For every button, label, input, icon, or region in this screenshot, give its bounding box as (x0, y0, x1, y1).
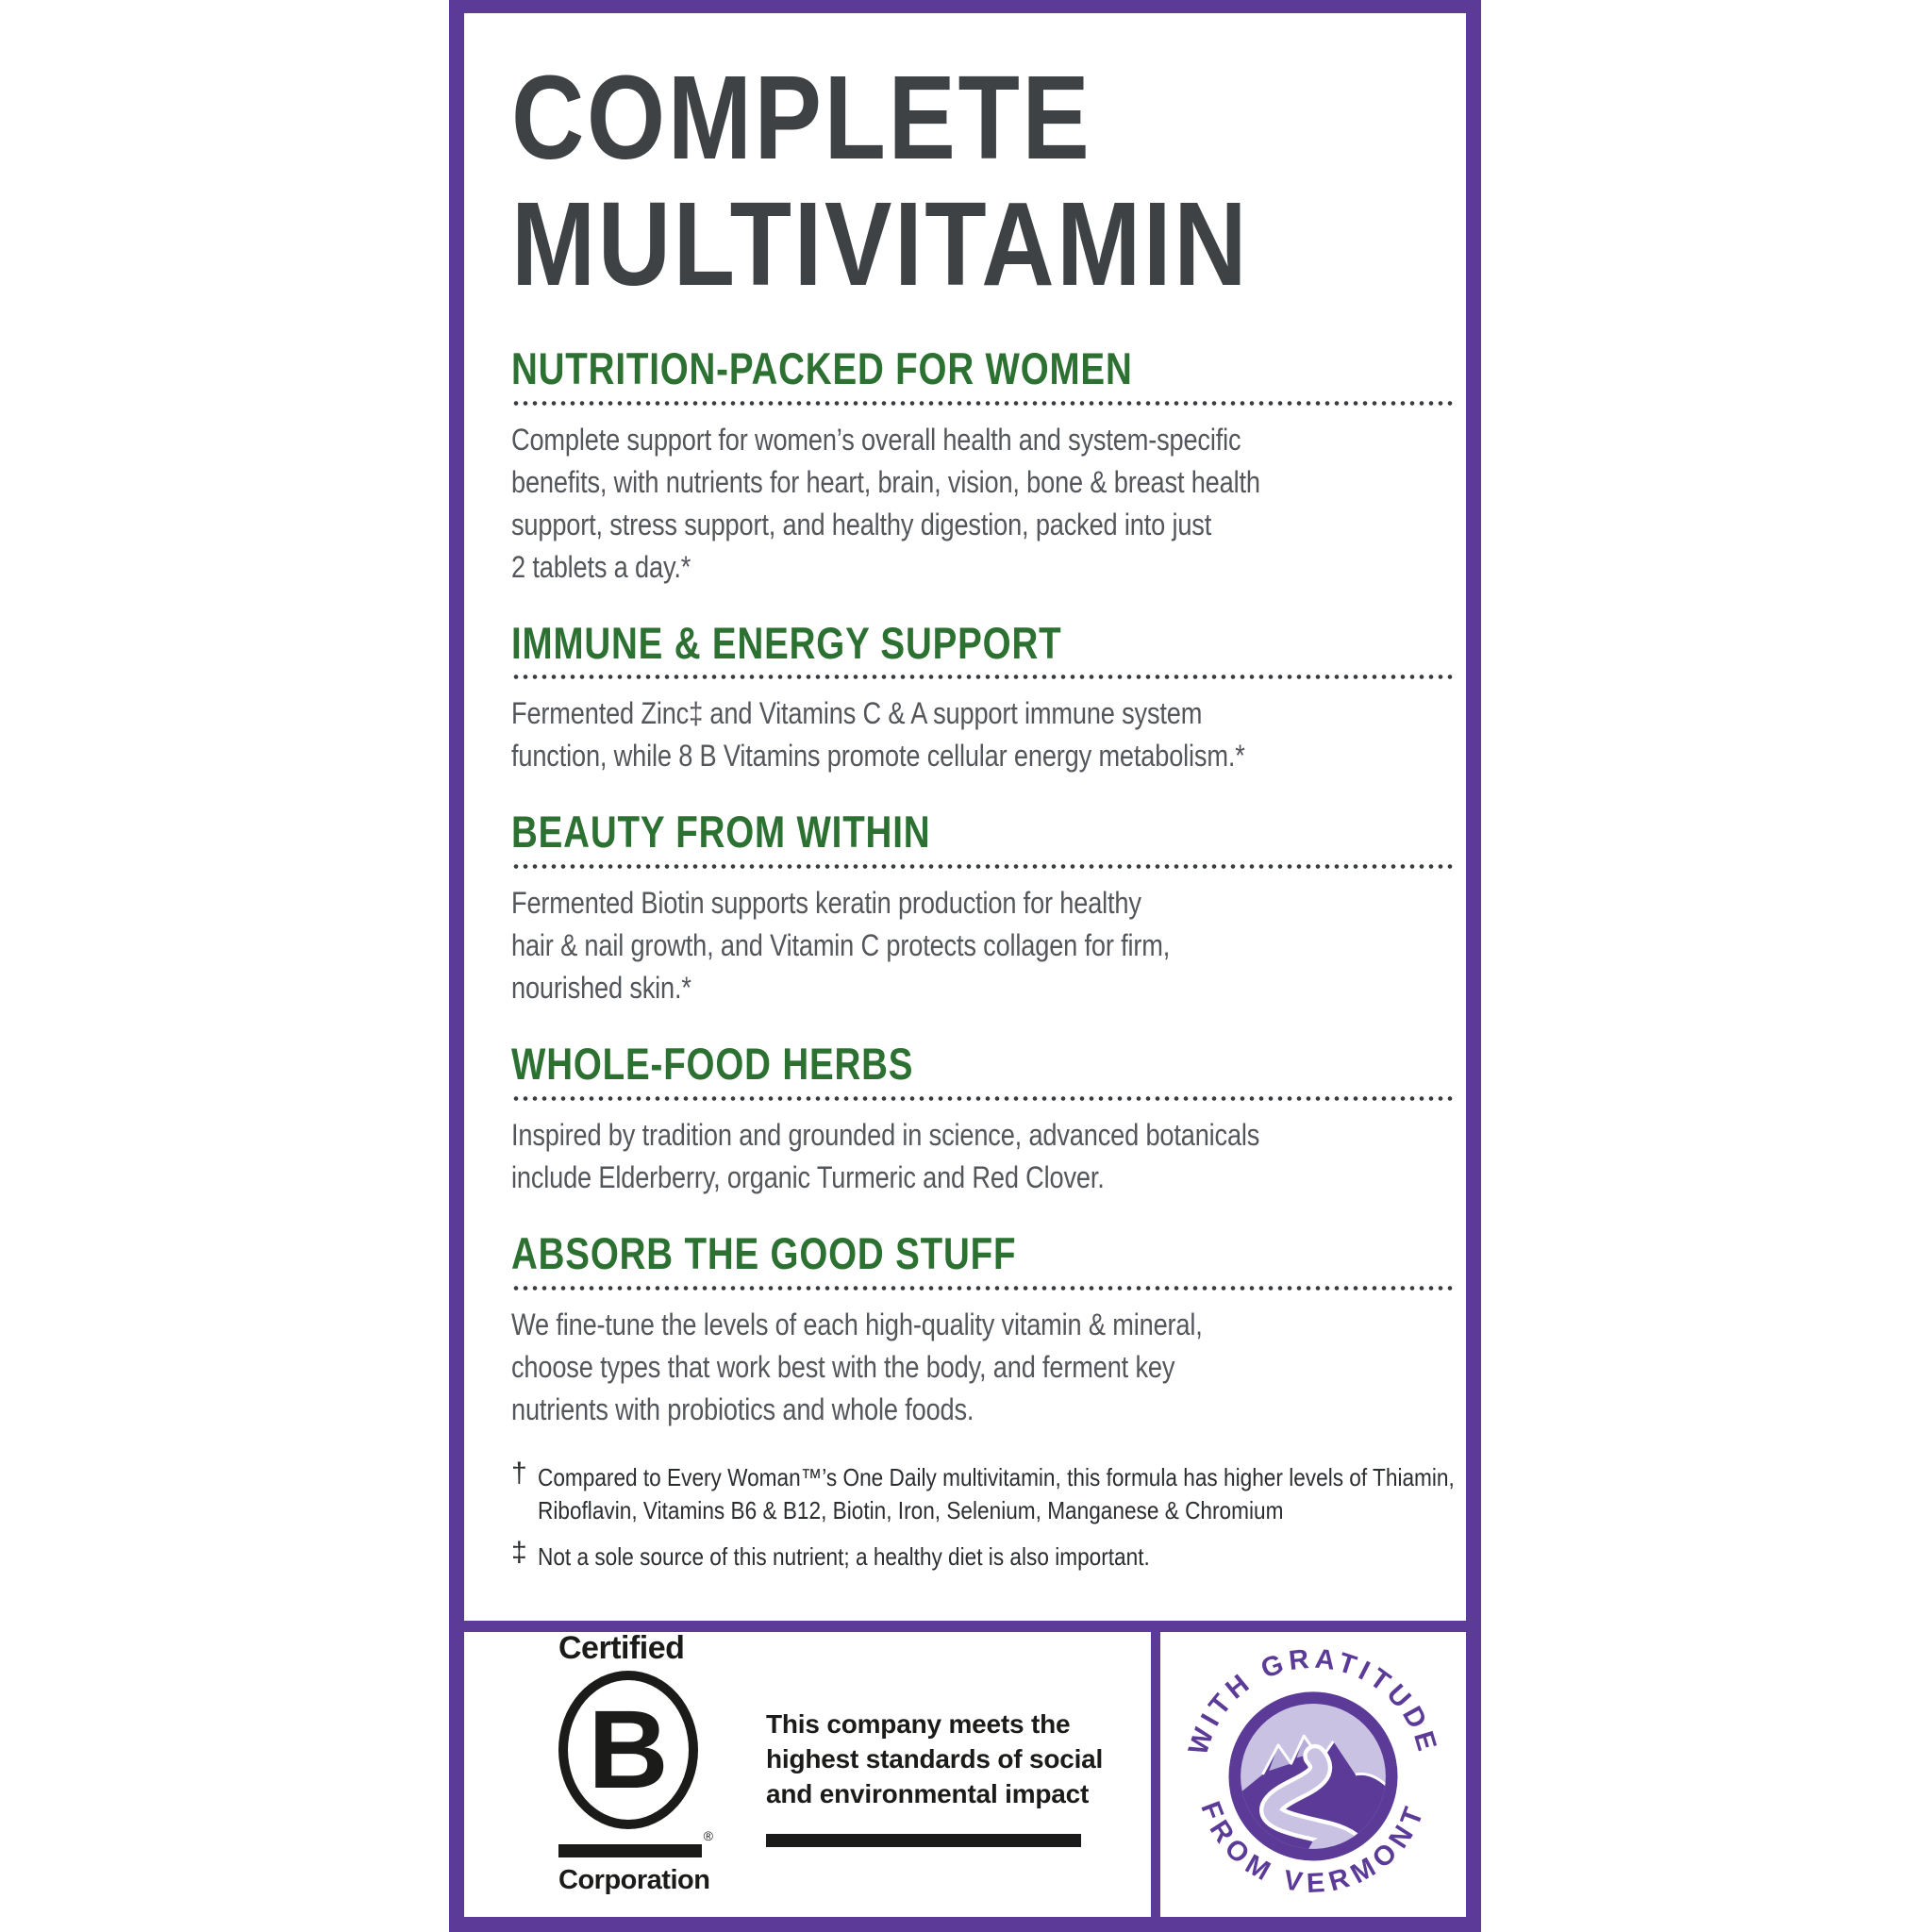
dotted-divider (511, 862, 1455, 871)
bcorp-corporation-label: Corporation (558, 1865, 710, 1895)
badge-arc-bottom-text: FROM VERMONT (1194, 1797, 1432, 1900)
dotted-divider (511, 673, 1455, 681)
footnote-text (538, 1541, 1241, 1574)
dagger-symbol: † (511, 1457, 527, 1489)
bcorp-tagline-line: and environmental impact (766, 1779, 1090, 1808)
section-body-line: support, stress support, and healthy digestion, packed into just (511, 507, 1212, 541)
section-absorb-good-stuff (511, 1229, 1455, 1431)
bcorp-tagline (766, 1707, 1103, 1847)
double-dagger-symbol: ‡ (511, 1536, 527, 1568)
section-body-line: hair & nail growth, and Vitamin C protects collagen for firm, (511, 928, 1171, 963)
section-body-line: We fine-tune the levels of each high-quality vitamin & mineral, (511, 1307, 1203, 1341)
footnote-line: Not a sole source of this nutrient; a healthy diet is also important. (538, 1541, 1150, 1571)
section-heading: ABSORB THE GOOD STUFF (511, 1227, 1017, 1278)
section-body-line: function, while 8 B Vitamins promote cellular energy metabolism.* (511, 739, 1245, 774)
certification-row (464, 1621, 1466, 1917)
bcorp-tagline-underline-bar (766, 1834, 1081, 1847)
footnote-text (538, 1461, 1466, 1527)
section-nutrition-packed (511, 344, 1455, 589)
section-heading: BEAUTY FROM WITHIN (511, 807, 931, 858)
product-title (511, 51, 1455, 310)
section-body-line: nourished skin.* (511, 971, 691, 1006)
product-title-line-2: MULTIVITAMIN (511, 176, 1250, 310)
section-body-line: Fermented Zinc‡ and Vitamins C & A support immune system (511, 696, 1203, 731)
section-body-line: include Elderberry, organic Turmeric and Red Clover. (511, 1159, 1105, 1194)
footnote-line: Riboflavin, Vitamins B6 & B12, Biotin, Iron, Selenium, Manganese & Chromium (538, 1495, 1284, 1524)
section-heading: NUTRITION-PACKED FOR WOMEN (511, 343, 1133, 394)
product-title-line-1: COMPLETE (511, 51, 1092, 184)
footnote-line: Compared to Every Woman™’s One Daily multivitamin, this formula has higher levels of Thiamin, (538, 1462, 1455, 1491)
section-beauty-from-within (511, 808, 1455, 1009)
registered-trademark-symbol: ® (703, 1828, 713, 1843)
bcorp-tagline-line: highest standards of social (766, 1744, 1104, 1774)
section-body-line: Complete support for women’s overall health and system-specific (511, 422, 1241, 457)
section-body-line: benefits, with nutrients for heart, brain, vision, bone & breast health (511, 464, 1260, 499)
section-immune-energy (511, 619, 1455, 778)
section-body-line: nutrients with probiotics and whole foods. (511, 1391, 974, 1426)
dotted-divider (511, 1094, 1455, 1103)
section-body-line: 2 tablets a day.* (511, 549, 691, 584)
section-whole-food-herbs (511, 1040, 1455, 1199)
section-heading: IMMUNE & ENERGY SUPPORT (511, 617, 1062, 668)
bcorp-logo (558, 1630, 721, 1896)
section-heading: WHOLE-FOOD HERBS (511, 1039, 914, 1090)
section-body-line: choose types that work best with the body, and ferment key (511, 1349, 1175, 1384)
footnote-dagger (511, 1457, 1455, 1527)
dotted-divider (511, 1284, 1455, 1292)
section-body-line: Fermented Biotin supports keratin production for healthy (511, 886, 1141, 921)
footnotes (511, 1457, 1455, 1574)
bcorp-certification-box (464, 1632, 1151, 1917)
label-purple-frame (449, 0, 1481, 1932)
footnote-double-dagger (511, 1536, 1455, 1574)
section-body-line: Inspired by tradition and grounded in science, advanced botanicals (511, 1117, 1260, 1152)
bcorp-b-letter: B (588, 1688, 669, 1812)
dotted-divider (511, 399, 1455, 408)
vermont-gratitude-box (1151, 1632, 1466, 1917)
badge-arc-top-text: WITH GRATITUDE (1183, 1643, 1443, 1759)
bcorp-underline-bar (558, 1844, 702, 1857)
bcorp-circle-b-icon (558, 1671, 698, 1829)
bcorp-certified-label: Certified (558, 1630, 685, 1666)
label-content (464, 13, 1466, 1621)
bcorp-tagline-line: This company meets the (766, 1709, 1071, 1739)
vermont-gratitude-badge-icon (1175, 1637, 1451, 1912)
